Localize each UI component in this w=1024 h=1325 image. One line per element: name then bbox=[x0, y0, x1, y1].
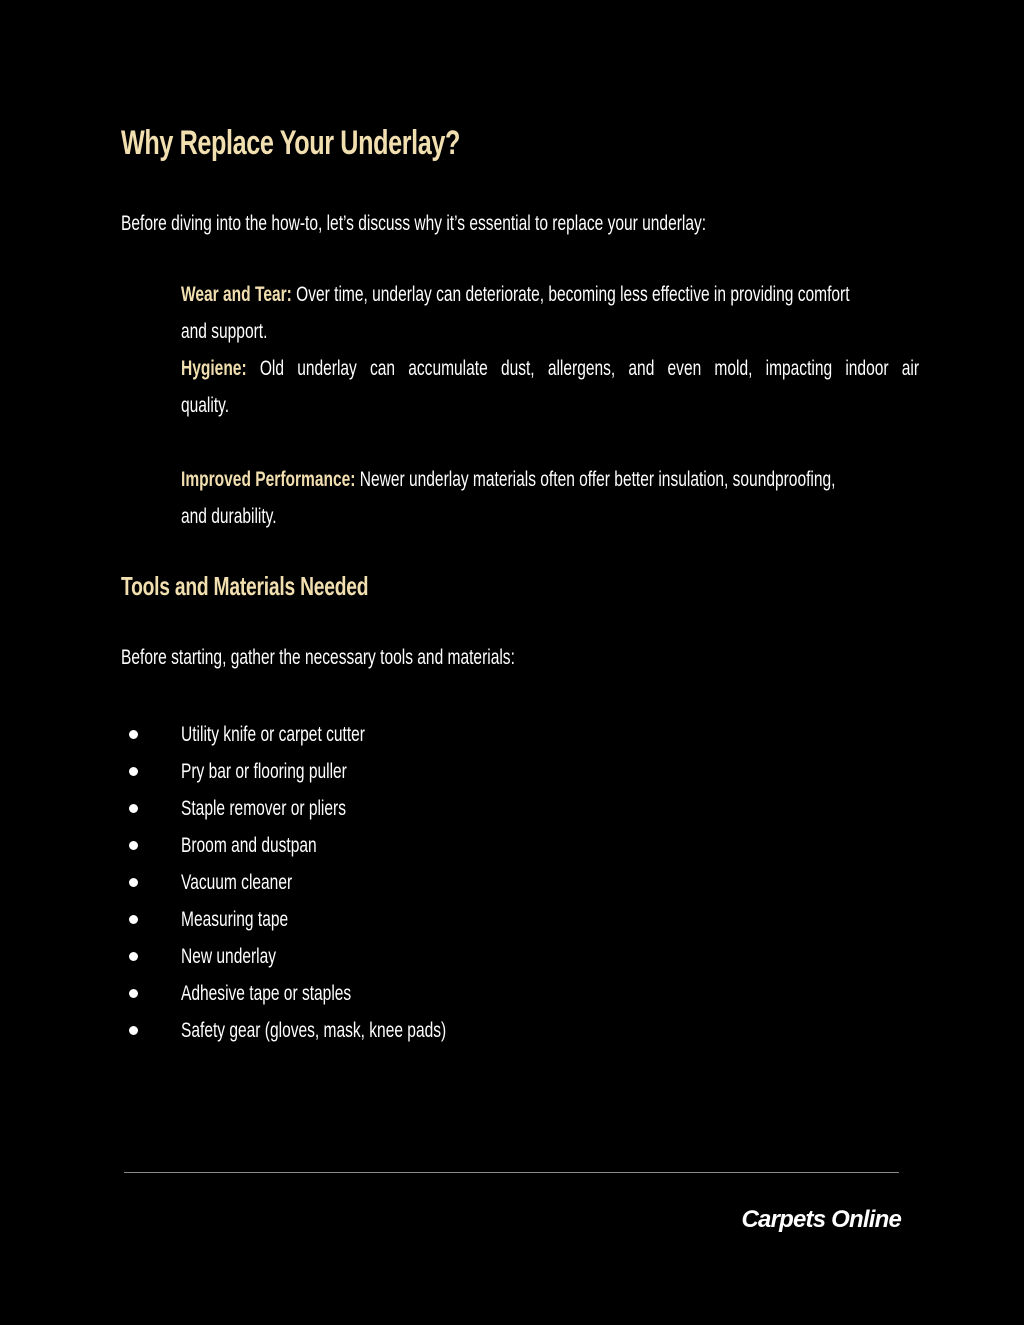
reason-hygiene-line-1 bbox=[181, 350, 919, 387]
page-title: Why Replace Your Underlay? bbox=[121, 124, 460, 162]
reason-text-wear: Over time, underlay can deteriorate, becoming less effective in providing comfort bbox=[296, 283, 850, 306]
reason-text-hygiene: Old underlay can accumulate dust, allergens, and even mold, impacting indoor air bbox=[259, 357, 919, 380]
bullet-icon bbox=[129, 730, 138, 739]
footer-divider bbox=[124, 1172, 899, 1173]
bullet-icon bbox=[129, 841, 138, 850]
tools-intro-paragraph: Before starting, gather the necessary tools and materials: bbox=[121, 646, 515, 669]
reason-hygiene-line-2: quality. bbox=[181, 394, 230, 417]
bullet-icon bbox=[129, 989, 138, 998]
section-heading-tools: Tools and Materials Needed bbox=[121, 571, 369, 601]
reason-label-hygiene: Hygiene: bbox=[181, 357, 247, 380]
bullet-icon bbox=[129, 878, 138, 887]
bullet-icon bbox=[129, 804, 138, 813]
bullet-icon bbox=[129, 767, 138, 776]
reason-wear-line-1 bbox=[181, 276, 903, 313]
reason-text-performance: Newer underlay materials often offer better insulation, soundproofing, bbox=[359, 468, 836, 491]
reason-label-performance: Improved Performance: bbox=[181, 468, 356, 491]
carpets-online-logo[interactable]: Carpets Online bbox=[741, 1206, 901, 1233]
reason-performance-line-1 bbox=[181, 461, 903, 498]
document-page: Why Replace Your Underlay? Before diving into the how-to, let’s discuss why it’s essential to replace your underlay: Wear and Tear: Over time, underlay can deteriorate, becoming less effective in providing comfort and support. Hygiene: Old underlay can accumulate dust, allergens, and even mold, impacting indoor air quality. Improved Performance: Newer underlay materials often offer better insulation, soundproofing, and durability. Tools and Materials Needed Before starting, gather the necessary tools and materials: Utility knife or carpet cutter Pry bar or flooring puller Staple remover or pliers Broom and dustpan Vacuum cleaner Measuring tape New underlay Adhesive tape or staples Safety gear (gloves, mask, knee pads) Carpets Online bbox=[121, 124, 919, 1233]
intro-paragraph: Before diving into the how-to, let’s discuss why it’s essential to replace your underlay: bbox=[121, 212, 707, 235]
reasons-block bbox=[181, 276, 919, 535]
reason-label-wear: Wear and Tear: bbox=[181, 283, 292, 306]
bullet-icon bbox=[129, 952, 138, 961]
reason-performance-line-2: and durability. bbox=[181, 505, 277, 528]
bullet-icon bbox=[129, 915, 138, 924]
reason-wear-line-2: and support. bbox=[181, 320, 268, 343]
bullet-icon bbox=[129, 1026, 138, 1035]
